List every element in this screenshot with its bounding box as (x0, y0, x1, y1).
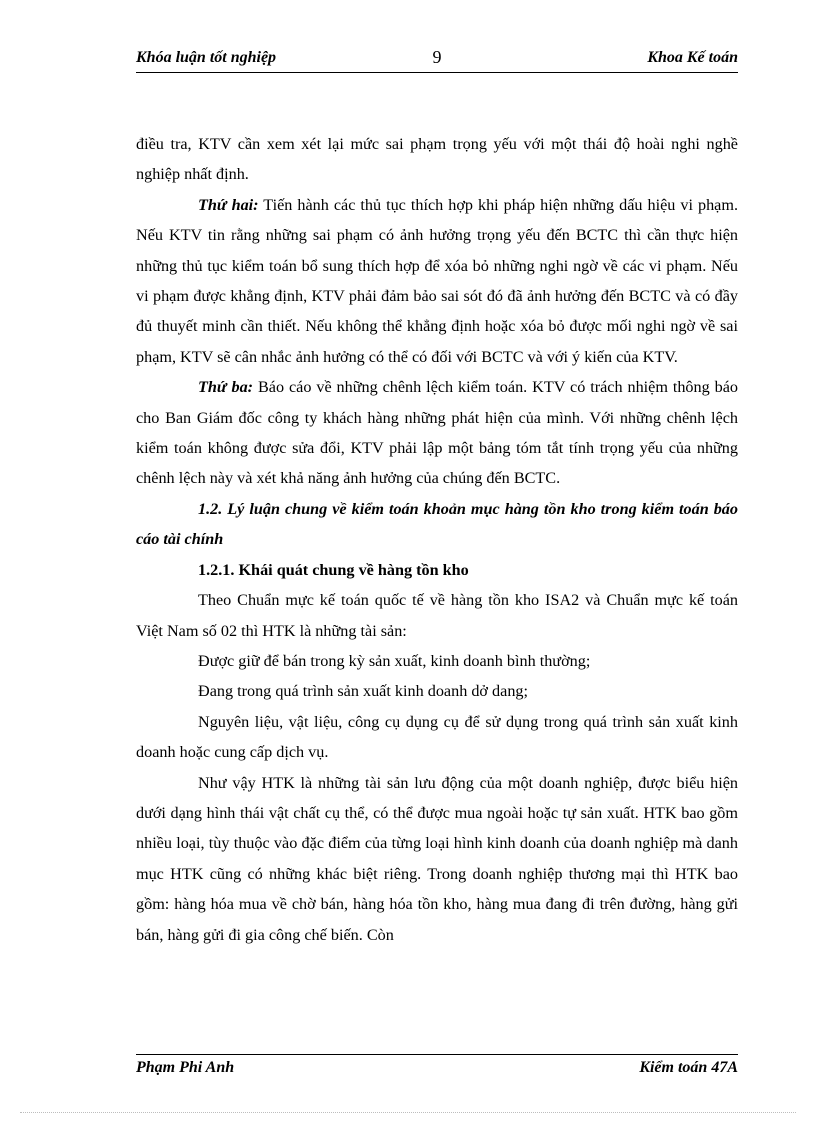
paragraph-2 (136, 190, 738, 372)
section-heading-1-2: 1.2. Lý luận chung về kiểm toán khoản mục hàng tồn kho trong kiểm toán báo cáo tài chính (136, 499, 738, 549)
paragraph-2-label: Thứ hai: (198, 195, 259, 214)
header-thesis-title: Khóa luận tốt nghiệp (136, 49, 277, 66)
paragraph-3 (136, 372, 738, 494)
footer-class: Kiểm toán 47A (639, 1059, 738, 1076)
paragraph-3-label: Thứ ba: (198, 378, 254, 397)
page-body (136, 129, 738, 950)
page-header (136, 46, 738, 73)
paragraph-5: Được giữ để bán trong kỳ sản xuất, kinh doanh bình thường; (198, 651, 591, 670)
paragraph-8: Như vậy HTK là những tài sản lưu động của một doanh nghiệp, được biểu hiện dưới dạng hình thái vật chất cụ thể, có thể được mua ngoài hoặc tự sản xuất. HTK bao gồm nhiều loại, tùy thuộc vào đặc điểm của từng loại hình kinh doanh của doanh nghiệp mà danh mục HTK cũng có những khác biệt riêng. Trong doanh nghiệp thương mại thì HTK bao gồm: hàng hóa mua về chờ bán, hàng hóa tồn kho, hàng mua đang đi trên đường, hàng gửi bán, hàng gửi đi gia công chế biến. Còn (136, 773, 738, 944)
footer-author: Phạm Phi Anh (136, 1059, 235, 1076)
page-edge-divider (20, 1112, 796, 1113)
header-faculty: Khoa Kế toán (647, 49, 738, 66)
paragraph-7: Nguyên liệu, vật liệu, công cụ dụng cụ để sử dụng trong quá trình sản xuất kinh doanh hoặc cung cấp dịch vụ. (136, 712, 738, 762)
paragraph-2-text: Tiến hành các thủ tục thích hợp khi pháp hiện những dấu hiệu vi phạm. Nếu KTV tin rằng những sai phạm có ảnh hưởng trọng yếu đến BCTC thì cần thực hiện những thủ tục kiểm toán bổ sung thích hợp để xóa bỏ những nghi ngờ về các vi phạm. Nếu vi phạm được khẳng định, KTV phải đảm bảo sai sót đó đã ảnh hưởng đến BCTC và có đầy đủ thuyết minh cần thiết. Nếu không thể khẳng định hoặc xóa bỏ được mối nghi ngờ về sai phạm, KTV sẽ cân nhắc ảnh hưởng có thể có đối với BCTC và với ý kiến của KTV. (136, 195, 738, 366)
paragraph-4: Theo Chuẩn mực kế toán quốc tế về hàng tồn kho ISA2 và Chuẩn mực kế toán Việt Nam số 02 thì HTK là những tài sản: (136, 591, 738, 640)
page-footer (136, 1054, 738, 1081)
paragraph-1: điều tra, KTV cần xem xét lại mức sai phạm trọng yếu với một thái độ hoài nghi nghề nghiệp nhất định. (136, 135, 738, 184)
section-heading-1-2-1: 1.2.1. Khái quát chung về hàng tồn kho (198, 560, 469, 579)
header-page-number: 9 (432, 47, 442, 67)
paragraph-3-text: Báo cáo về những chênh lệch kiểm toán. KTV có trách nhiệm thông báo cho Ban Giám đốc công ty khách hàng những phát hiện của mình. Với những chênh lệch kiểm toán không được sửa đổi, KTV phải lập một bảng tóm tắt tính trọng yếu của những chênh lệch này và xét khả năng ảnh hưởng của chúng đến BCTC. (136, 378, 738, 488)
paragraph-6: Đang trong quá trình sản xuất kinh doanh dở dang; (198, 682, 529, 701)
